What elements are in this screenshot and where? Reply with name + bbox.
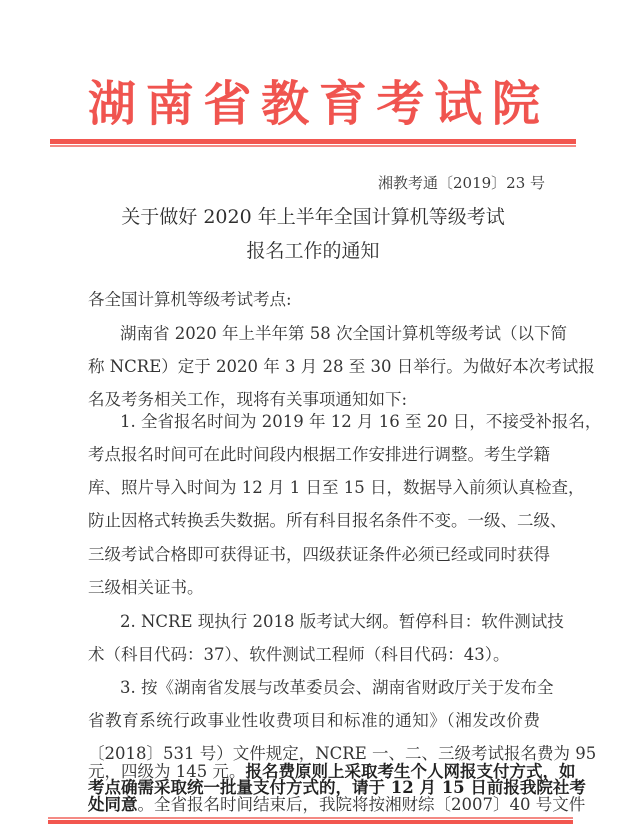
body-line-bold: 考点确需采取统一批量支付方式的，请于 12 月 15 日前报我院社考 bbox=[88, 778, 586, 797]
body-line: 三级考试合格即可获得证书，四级获证条件必须已经或同时获得 bbox=[88, 545, 550, 564]
body-line: 〔2018〕531 号）文件规定，NCRE 一、二、三级考试报名费为 95 bbox=[88, 744, 597, 763]
body-line-item-3: 3. 按《湖南省发展与改革委员会、湖南省财政厅关于发布全 bbox=[120, 678, 554, 697]
document-title-line-2: 报名工作的通知 bbox=[246, 240, 380, 262]
body-line: 防止因格式转换丢失数据。所有科目报名条件不变。一级、二级、 bbox=[88, 511, 567, 530]
letterhead-title bbox=[88, 76, 540, 132]
body-line-mixed bbox=[88, 793, 586, 817]
body-text-bold: 处同意 bbox=[88, 795, 138, 814]
body-line: 称 NCRE）定于 2020 年 3 月 28 至 30 日举行。为做好本次考试报 bbox=[88, 357, 595, 376]
body-line: 三级相关证书。 bbox=[88, 578, 204, 597]
letterhead-char: 院 bbox=[491, 76, 540, 132]
body-line: 省教育系统行政事业性收费项目和标准的通知》（湘发改价费 bbox=[88, 711, 540, 730]
letterhead-char: 育 bbox=[318, 76, 367, 132]
body-text-plain: 。全省报名时间结束后，我院将按湘财综〔2007〕40 号文件 bbox=[137, 795, 586, 814]
document-title-line-1: 关于做好 2020 年上半年全国计算机等级考试 bbox=[121, 206, 505, 228]
body-line: 名及考务相关工作，现将有关事项通知如下: bbox=[88, 390, 408, 409]
letterhead-char: 教 bbox=[261, 76, 310, 132]
letterhead-divider-thick bbox=[50, 139, 576, 144]
body-text-plain: 元，四级为 145 元。 bbox=[88, 762, 246, 781]
body-line: 考点报名时间可在此时间段内根据工作安排进行调整。考生学籍 bbox=[88, 445, 550, 464]
letterhead-char: 省 bbox=[203, 76, 252, 132]
letterhead-char: 南 bbox=[145, 76, 194, 132]
body-line-item-1: 1. 全省报名时间为 2019 年 12 月 16 至 20 日，不接受补报名， bbox=[120, 412, 602, 431]
document-number: 湘教考通〔2019〕23 号 bbox=[378, 174, 546, 192]
footer-divider-thick bbox=[48, 820, 573, 824]
letterhead-divider-thin bbox=[50, 145, 576, 147]
salutation: 各全国计算机等级考试考点: bbox=[88, 290, 292, 309]
letterhead-char: 考 bbox=[376, 76, 425, 132]
body-line-item-2: 2. NCRE 现执行 2018 版考试大纲。暂停科目：软件测试技 bbox=[120, 612, 564, 631]
body-line: 库、照片导入时间为 12 月 1 日至 15 日，数据导入前须认真检查， bbox=[88, 478, 585, 497]
body-line: 术（科目代码：37）、软件测试工程师（科目代码：43）。 bbox=[88, 645, 510, 664]
letterhead-char: 试 bbox=[434, 76, 483, 132]
body-text-bold: 报名费原则上采取考生个人网报支付方式，如 bbox=[245, 762, 576, 781]
letterhead-char: 湖 bbox=[88, 76, 137, 132]
body-line: 湖南省 2020 年上半年第 58 次全国计算机等级考试（以下简 bbox=[120, 324, 567, 343]
footer-divider-thin bbox=[48, 817, 573, 819]
